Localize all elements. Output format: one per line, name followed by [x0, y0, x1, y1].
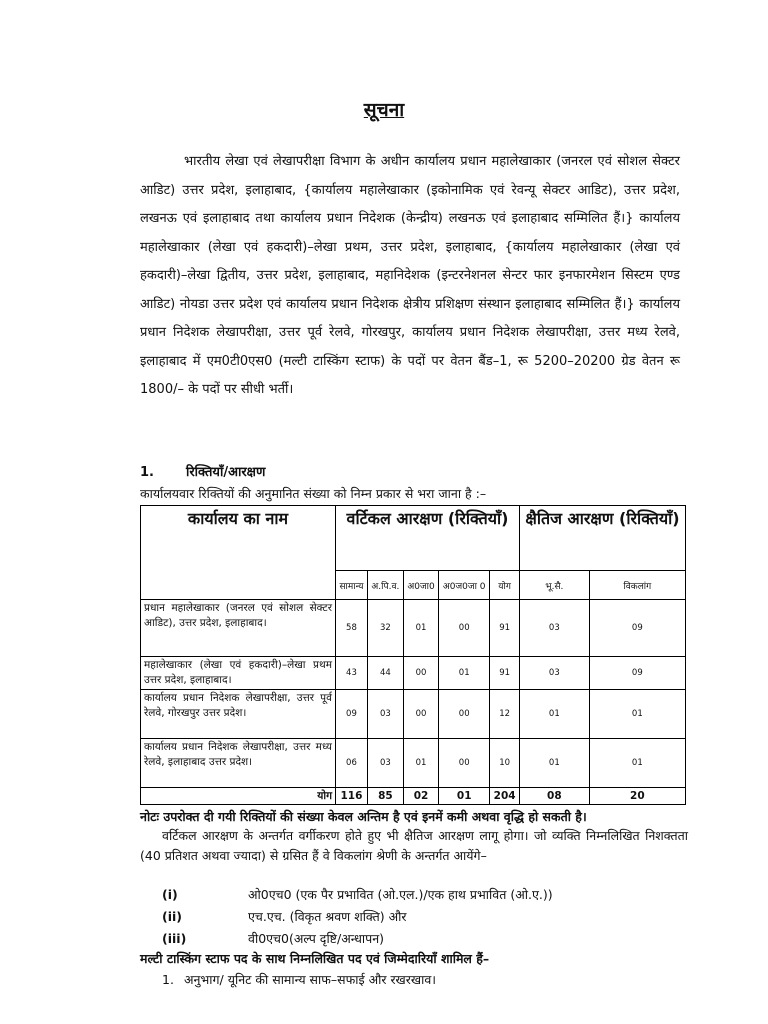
- section-number: 1.: [140, 465, 154, 480]
- cell-value: 00: [439, 690, 490, 739]
- table-row: [141, 657, 686, 690]
- duty-text: अनुभाग/ यूनिट की सामान्य साफ–सफाई और रखरखाव।: [184, 972, 437, 987]
- cell-value: 91: [490, 657, 520, 690]
- cell-value: 12: [490, 690, 520, 739]
- section-description: कार्यालयवार रिक्तियों की अनुमानित संख्या को निम्न प्रकार से भरा जाना है :–: [140, 486, 487, 501]
- cell-value: 01: [439, 657, 490, 690]
- section-title: रिक्तियॉं/आरक्षण: [186, 465, 266, 480]
- office-name: कार्यालय प्रधान निदेशक लेखापरीक्षा, उत्तर मध्य रेलवे, इलाहाबाद उत्तर प्रदेश।: [141, 739, 336, 788]
- cell-value: 03: [520, 657, 590, 690]
- cell-value: 01: [403, 600, 438, 657]
- list-item: [140, 884, 688, 906]
- list-item-label: (ii): [162, 909, 182, 924]
- cell-value: 03: [367, 690, 403, 739]
- cell-value: 44: [367, 657, 403, 690]
- col-head-office: कार्यालय का नाम: [141, 506, 336, 600]
- duty-item: [162, 971, 682, 988]
- col-sc: अ0जा0: [403, 571, 438, 600]
- col-head-vertical: वर्टिकल आरक्षण (रिक्तियॉं): [336, 506, 520, 571]
- reservation-text: वर्टिकल आरक्षण के अन्तर्गत वर्गीकरण होते हुए भी क्षैतिज आरक्षण लागू होगा। जो व्यक्ति निम्नलिखित निशक्तता (40 प्रतिशत अथवा ज्यादा) से ग्रसित हैं वे विकलांग श्रेणी के अन्तर्गत आयेंगे–: [140, 828, 688, 863]
- total-label: योग: [141, 788, 336, 805]
- disability-list: [140, 884, 688, 950]
- table-total-row: [141, 788, 686, 805]
- list-item-text: एच.एच. (विकृत श्रवण शक्ति) और: [248, 909, 407, 924]
- cell-value: 01: [520, 739, 590, 788]
- cell-value: 00: [403, 690, 438, 739]
- list-item-label: (i): [162, 887, 178, 902]
- vacancy-table: [140, 505, 686, 805]
- cell-value: 32: [367, 600, 403, 657]
- cell-value: 10: [490, 739, 520, 788]
- col-general: सामान्य: [336, 571, 368, 600]
- list-item: [140, 906, 688, 928]
- cell-value: 00: [403, 657, 438, 690]
- duties-heading: मल्टी टास्किंग स्टाफ पद के साथ निम्नलिखित पद एवं जिम्मेदारियॉं शामिल हैं–: [140, 951, 490, 966]
- col-obc: अ.पि.व.: [367, 571, 403, 600]
- cell-value: 06: [336, 739, 368, 788]
- col-st: अ0ज0जा 0: [439, 571, 490, 600]
- list-item-text: ओ0एच0 (एक पैर प्रभावित (ओ.एल.)/एक हाथ प्रभावित (ओ.ए.)): [248, 887, 553, 902]
- cell-value: 03: [520, 600, 590, 657]
- list-item: [140, 928, 688, 950]
- table-row: [141, 690, 686, 739]
- cell-value: 91: [490, 600, 520, 657]
- intro-text: भारतीय लेखा एवं लेखापरीक्षा विभाग के अधीन कार्यालय प्रधान महालेखाकार (जनरल एवं सोशल सेक्टर आडिट) उत्तर प्रदेश, इलाहाबाद, {कार्यालय महालेखाकार (इकोनामिक एवं रेवन्यू सेक्टर आडिट), उत्तर प्रदेश, लखनऊ एवं इलाहाबाद तथा कार्यालय प्रधान निदेशक (केन्द्रीय) लखनऊ एवं इलाहाबाद सम्मिलित हैं।} कार्यालय महालेखाकार (लेखा एवं हकदारी)–लेखा प्रथम, उत्तर प्रदेश, इलाहाबाद, {कार्यालय महालेखाकार (लेखा एवं हकदारी)–लेखा द्वितीय, उत्तर प्रदेश, इलाहाबाद, महानिदेशक (इन्टरनेशनल सेन्टर फार इनफारमेशन सिस्टम एण्ड आडिट) नोयडा उत्तर प्रदेश एवं कार्यालय प्रधान निदेशक क्षेत्रीय प्रशिक्षण संस्थान इलाहाबाद सम्मिलित हैं।} कार्यालय प्रधान निदेशक लेखापरीक्षा, उत्तर पूर्व रेलवे, गोरखपुर, कार्यालय प्रधान निदेशक लेखापरीक्षा, उत्तर मध्य रेलवे, इलाहाबाद में एम0टी0एस0 (मल्टी टास्किंग स्टाफ) के पदों पर वेतन बैंड–1, रू 5200–20200 ग्रेड वेतन रू 1800/– के पदों पर सीधी भर्ती।: [140, 154, 680, 397]
- cell-value: 00: [439, 739, 490, 788]
- section-heading: [140, 462, 680, 480]
- col-total: योग: [490, 571, 520, 600]
- cell-value: 03: [367, 739, 403, 788]
- total-value: 02: [403, 788, 438, 805]
- total-value: 85: [367, 788, 403, 805]
- total-value: 204: [490, 788, 520, 805]
- col-ex-serviceman: भू.सै.: [520, 571, 590, 600]
- total-value: 08: [520, 788, 590, 805]
- total-value: 116: [336, 788, 368, 805]
- duty-number: 1.: [162, 972, 174, 987]
- intro-paragraph: [140, 148, 680, 405]
- table-note: नोटः उपरोक्त दी गयी रिक्तियों की संख्या केवल अन्तिम है एवं इनमें कमी अथवा वृद्धि हो सकती है।: [140, 809, 587, 824]
- total-value: 01: [439, 788, 490, 805]
- reservation-paragraph: [140, 826, 688, 866]
- office-name: महालेखाकार (लेखा एवं हकदारी)–लेखा प्रथम उत्तर प्रदेश, इलाहाबाद।: [141, 657, 336, 690]
- cell-value: 58: [336, 600, 368, 657]
- notice-title: सूचना: [363, 99, 405, 121]
- table-row: [141, 600, 686, 657]
- office-name: कार्यालय प्रधान निदेशक लेखापरीक्षा, उत्तर पूर्व रेलवे, गोरखपुर उत्तर प्रदेश।: [141, 690, 336, 739]
- office-name: प्रधान महालेखाकार (जनरल एवं सोशल सेक्टर आडिट), उत्तर प्रदेश, इलाहाबाद।: [141, 600, 336, 657]
- list-item-label: (iii): [162, 931, 187, 946]
- cell-value: 01: [589, 690, 685, 739]
- list-item-text: वी0एच0(अल्प दृष्टि/अन्धापन): [248, 931, 385, 946]
- col-disabled: विकलांग: [589, 571, 685, 600]
- cell-value: 01: [520, 690, 590, 739]
- cell-value: 01: [403, 739, 438, 788]
- total-value: 20: [589, 788, 685, 805]
- cell-value: 09: [589, 600, 685, 657]
- cell-value: 09: [589, 657, 685, 690]
- cell-value: 00: [439, 600, 490, 657]
- cell-value: 01: [589, 739, 685, 788]
- table-row: [141, 739, 686, 788]
- col-head-horizontal: क्षैतिज आरक्षण (रिक्तियॉं): [520, 506, 686, 571]
- cell-value: 09: [336, 690, 368, 739]
- cell-value: 43: [336, 657, 368, 690]
